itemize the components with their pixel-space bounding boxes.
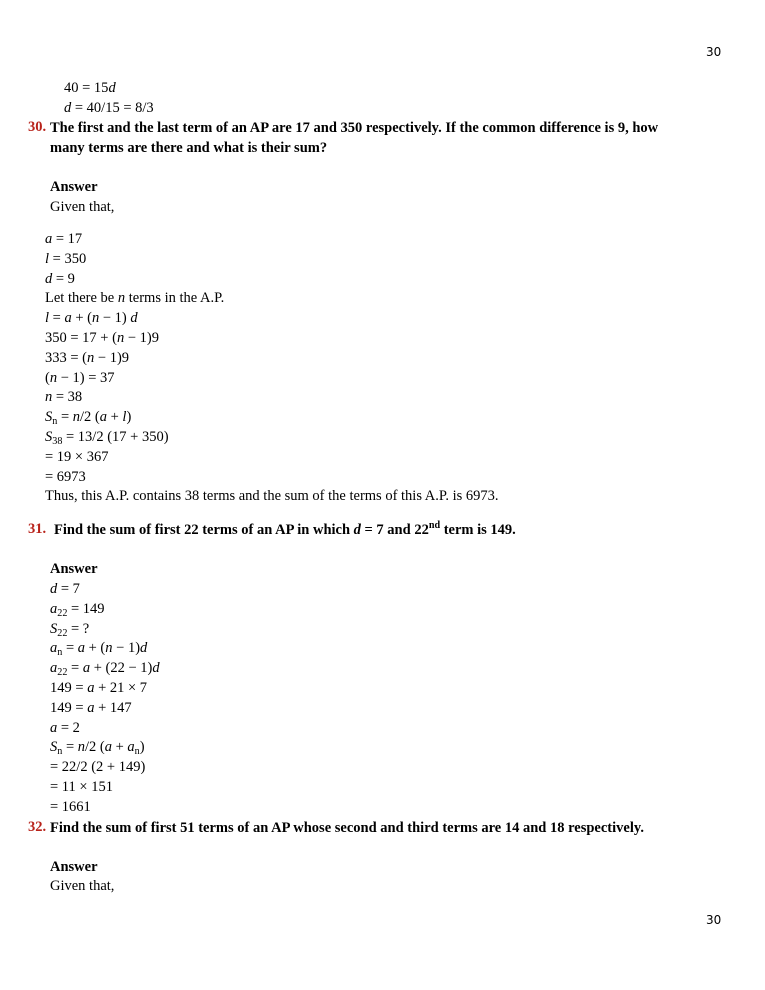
question-number: 30. bbox=[28, 119, 47, 135]
question-text: many terms are there and what is their sum? bbox=[50, 140, 328, 156]
solution-line: l = 350 bbox=[45, 250, 87, 267]
solution-line: a = 17 bbox=[45, 231, 83, 247]
solution-line: = 1661 bbox=[50, 798, 91, 815]
question-number: 32. bbox=[28, 819, 47, 835]
solution-line: $a_{22} = 149$ bbox=[50, 600, 105, 619]
question-text: The first and the last term of an AP are 17 and 350 respectively. If the common difference is 9, how bbox=[50, 120, 659, 136]
solution-line: $a_{22} = a + (22 - 1)d$ bbox=[50, 660, 160, 679]
solution-line: l = a + (n − 1) d bbox=[45, 310, 138, 327]
solution-line: $S_{22}$ = ? bbox=[50, 620, 90, 639]
solution-line: = 19 × 367 bbox=[45, 448, 109, 465]
question-number: 31. bbox=[28, 521, 47, 537]
solution-line: (n − 1) = 37 bbox=[45, 369, 115, 386]
answer-text: Given that, bbox=[50, 199, 115, 215]
solution-line: 149 = a + 21 × 7 bbox=[50, 680, 148, 696]
answer-label: Answer bbox=[50, 561, 98, 577]
solution-line: d = 9 bbox=[45, 270, 75, 287]
equation-line: d = 40/15 = 8/3 bbox=[64, 100, 154, 116]
answer-text: Given that, bbox=[50, 878, 115, 894]
solution-line: a = 2 bbox=[50, 719, 80, 736]
solution-line: $S_n = n/2$ $(a + a_n)$ bbox=[50, 739, 145, 758]
page-number-top: 30 bbox=[706, 45, 722, 59]
solution-line: $S_{38} = 13/2$ (17 + 350) bbox=[45, 429, 169, 447]
solution-line: Thus, this A.P. contains 38 terms and the sum of the terms of this A.P. is 6973. bbox=[45, 488, 499, 505]
solution-line: 333 = (n − 1)9 bbox=[45, 349, 130, 366]
solution-line: = 6973 bbox=[45, 468, 86, 485]
answer-label: Answer bbox=[50, 179, 98, 195]
solution-line: Let there be n terms in the A.P. bbox=[45, 290, 225, 307]
solution-line: $S_n = n/2$ (a + l) bbox=[45, 409, 132, 428]
solution-line: d = 7 bbox=[50, 581, 80, 597]
solution-line: $a_n = a + (n - 1)d$ bbox=[50, 640, 148, 659]
solution-line: = 22/2 (2 + 149) bbox=[50, 759, 146, 776]
page-number-bottom: 30 bbox=[706, 913, 722, 927]
solution-line: 350 = 17 + (n − 1)9 bbox=[45, 330, 159, 346]
solution-line: = 11 × 151 bbox=[50, 779, 113, 795]
answer-label: Answer bbox=[50, 859, 98, 875]
equation-line: 40 = 15d bbox=[64, 80, 116, 96]
solution-line: 149 = a + 147 bbox=[50, 699, 132, 716]
question-text: Find the sum of first 22 terms of an AP in which d = 7 and 22nd term is 149. bbox=[54, 520, 516, 538]
solution-line: n = 38 bbox=[45, 389, 83, 406]
question-text: Find the sum of first 51 terms of an AP whose second and third terms are 14 and 18 respectively. bbox=[50, 820, 644, 836]
